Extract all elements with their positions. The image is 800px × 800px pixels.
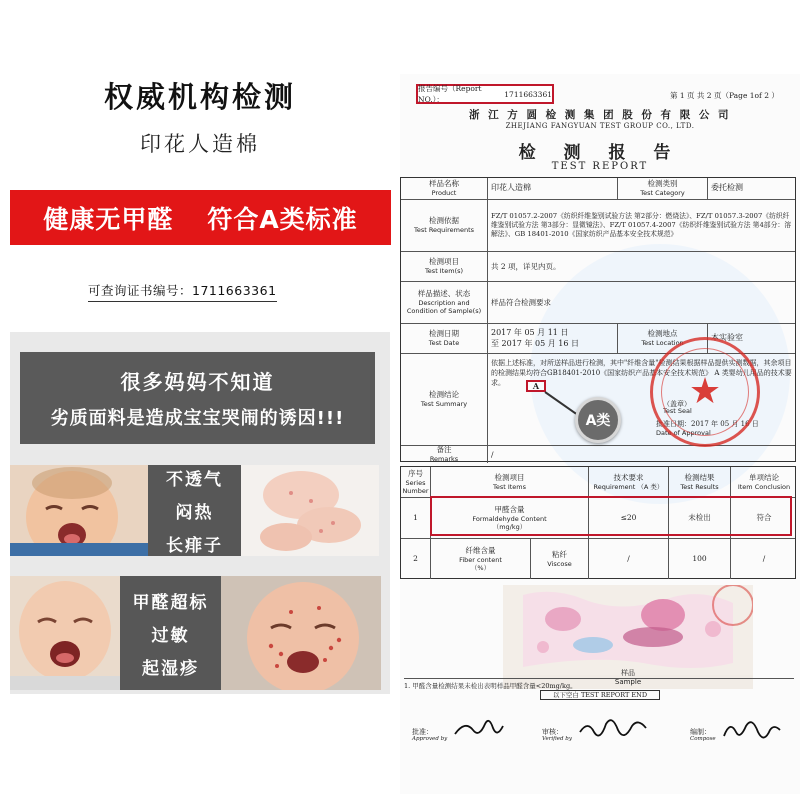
warning-banner <box>20 352 375 444</box>
row-remarks <box>401 446 795 463</box>
label-en: Test Summary <box>420 400 468 409</box>
fiber-en: Viscose <box>547 559 572 568</box>
label-cn: 备注 <box>436 445 452 455</box>
approval-label-en: Date of Approval <box>656 428 711 437</box>
summary-text: 依据上述标准，对所送样品进行检测，其中"纤维含量"检测结果根据样品提供实测数据，其余项目的检测结果均符合GB18401-2010《国家纺织产品基本安全技术规范》 A 类婴幼儿用品的技术要求。 <box>491 359 792 388</box>
banner-health: 健康无甲醛 <box>43 204 174 234</box>
label-cn: 检测地点 <box>647 329 678 339</box>
official-seal <box>650 337 760 447</box>
symptom-item: 闷热 <box>175 503 214 523</box>
item-en: Formaldehyde Content <box>472 514 547 523</box>
sign-label-en: Verified by <box>542 735 572 742</box>
label-en: Test Location <box>641 339 684 348</box>
warning-line-1: 很多妈妈不知道 <box>120 370 275 394</box>
row2-no: 2 <box>401 539 431 579</box>
header-result <box>669 467 731 497</box>
signature-mark <box>722 716 782 742</box>
header-requirement <box>589 467 669 497</box>
header-no <box>401 467 431 497</box>
seal-label-en: Test Seal <box>663 407 692 416</box>
header-cn: 检测结果 <box>684 473 715 483</box>
header-item <box>431 467 589 497</box>
symptom-item: 过敏 <box>151 625 190 646</box>
row-product <box>401 178 795 200</box>
item-unit: （%） <box>470 563 491 572</box>
item-cn: 纤维含量 <box>465 546 496 556</box>
report-title-en: TEST REPORT <box>551 161 649 172</box>
header-en: Test Items <box>492 482 527 491</box>
report-end: 以下空白 TEST REPORT END <box>540 690 660 700</box>
symptom-item: 不透气 <box>166 470 223 490</box>
main-title: 权威机构检测 <box>103 80 296 114</box>
item-cn: 甲醛含量 <box>494 505 525 515</box>
sample-caption-en: Sample <box>614 678 642 686</box>
formaldehyde-highlight <box>430 496 792 536</box>
row2-item <box>431 539 531 579</box>
info-panel <box>10 332 390 694</box>
row-requirements <box>401 200 795 252</box>
baby-rash-photo <box>241 465 379 556</box>
sign-label-cn: 编制： <box>690 727 711 736</box>
baby-eczema-photo <box>221 576 381 690</box>
row2-requirement: / <box>589 539 669 579</box>
signature-mark <box>578 716 650 742</box>
header-en: Item Conclusion <box>737 482 791 491</box>
header-en: Series Number <box>402 478 429 495</box>
header-conclusion <box>731 467 797 497</box>
report-number: 1711663361 <box>504 89 552 99</box>
sign-label-en: Approved by <box>412 735 448 742</box>
label-en: Remarks <box>429 455 459 464</box>
report-title-cn: 检 测 报 告 <box>518 143 682 163</box>
label-en: Test Date <box>428 339 460 348</box>
item-en: Fiber content <box>459 555 502 564</box>
row1-requirement: ≤20 <box>589 498 669 538</box>
date-end: 至 2017 年 05 月 16 日 <box>491 338 579 348</box>
row-condition <box>401 282 795 324</box>
date-start: 2017 年 05 月 11 日 <box>491 328 569 338</box>
page-info: 第 1 页 共 2 页（Page 1of 2 ） <box>670 91 779 100</box>
header-cn: 技术要求 <box>613 473 644 483</box>
signature-mark <box>453 716 505 742</box>
requirements-value: FZ/T 01057.2-2007《纺织纤维鉴别试验方法 第2部分：燃烧法》、FZ/T 01057.3-2007《纺织纤维鉴别试验方法 第3部分：显微镜法》、FZ/T 01057.4-2007《纺织纤维鉴别试验方法 第4部分：溶解法》、GB 18401-2010《国家纺织产品基本安全技术规范》 <box>491 212 791 238</box>
condition-value: 样品符合检测要求 <box>491 297 551 307</box>
header-en: Requirement （A 类） <box>593 482 664 491</box>
banner-standard: 符合A类标准 <box>207 204 358 234</box>
crying-baby-photo-2 <box>10 576 120 690</box>
label-cn: 检测日期 <box>429 329 459 339</box>
item-unit: （mg/kg） <box>492 522 527 531</box>
footnote: 1. 甲醛含量检测结果未检出表明样品甲醛含量<20mg/kg。 <box>404 678 794 690</box>
sample-fabric <box>503 585 753 689</box>
label-en: Test Item(s) <box>424 267 464 276</box>
header-cn: 序号 <box>408 469 423 479</box>
row2-fiber <box>531 539 589 579</box>
label-en: Test Requirements <box>413 226 475 235</box>
signature-verified <box>542 716 650 742</box>
label-en: Test Category <box>640 189 685 198</box>
remarks-value: / <box>491 449 494 459</box>
symptom-item: 起湿疹 <box>142 658 199 679</box>
sign-label-cn: 审核： <box>542 727 563 736</box>
items-value: 共 2 项，详见内页。 <box>491 261 561 271</box>
location-value: 本实验室 <box>711 333 743 343</box>
row-items <box>401 252 795 282</box>
row1-no: 1 <box>401 498 431 538</box>
a-class-badge: A类 <box>575 397 621 443</box>
symptom-box-formaldehyde <box>120 576 221 690</box>
warning-line-2: 劣质面料是造成宝宝哭闹的诱因!!! <box>50 408 345 429</box>
label-en: Description and Condition of Sample(s) <box>406 298 482 316</box>
label-cn: 检测类别 <box>647 179 678 189</box>
label-cn: 检测依据 <box>429 216 459 226</box>
sample-caption-cn: 样品 <box>621 669 635 677</box>
fiber-cn: 粘纤 <box>552 550 567 560</box>
report-number-label: 报告编号（Report NO.）： <box>418 84 482 104</box>
row2-conclusion: / <box>762 554 766 564</box>
label-en: Product <box>431 189 457 198</box>
label-cn: 检测项目 <box>429 257 459 267</box>
company-name-en: ZHEJIANG FANGYUAN TEST GROUP CO., LTD. <box>505 122 695 130</box>
signature-approved <box>412 716 505 742</box>
sign-label-en: Compose <box>690 735 716 742</box>
header-cn: 检测项目 <box>494 473 525 483</box>
red-banner <box>10 190 391 245</box>
seal-label-cn: （盖章） <box>663 400 691 408</box>
row1-result: 未检出 <box>669 498 731 538</box>
row2-result: 100 <box>669 539 731 579</box>
star-icon: ★ <box>688 371 722 412</box>
crying-baby-photo <box>10 465 148 556</box>
signature-compose <box>690 716 782 742</box>
sign-label-cn: 批准： <box>412 727 433 736</box>
cert-number-line: 可查询证书编号：1711663361 <box>88 281 277 302</box>
report-number-box <box>416 84 554 104</box>
label-cn: 样品名称 <box>429 179 459 189</box>
label-cn: 样品描述、状态 <box>417 289 471 299</box>
a-class-mark: A <box>526 380 546 392</box>
subtitle: 印花人造棉 <box>140 132 260 156</box>
symptom-item: 甲醛超标 <box>132 592 209 613</box>
header-cn: 单项结论 <box>749 473 779 483</box>
company-name-cn: 浙 江 方 圆 检 测 集 团 股 份 有 限 公 司 <box>468 109 732 121</box>
row1-conclusion: 符合 <box>756 513 772 523</box>
category-value: 委托检测 <box>711 183 743 193</box>
header-en: Test Results <box>680 482 719 491</box>
symptom-box-heat <box>148 465 241 556</box>
symptom-item: 长痱子 <box>166 536 223 556</box>
product-value: 印花人造棉 <box>488 178 618 199</box>
label-cn: 检测结论 <box>429 390 459 400</box>
approval-date: 批准日期：2017 年 05 月 16 日 <box>656 420 759 428</box>
test-report-document <box>400 74 800 794</box>
